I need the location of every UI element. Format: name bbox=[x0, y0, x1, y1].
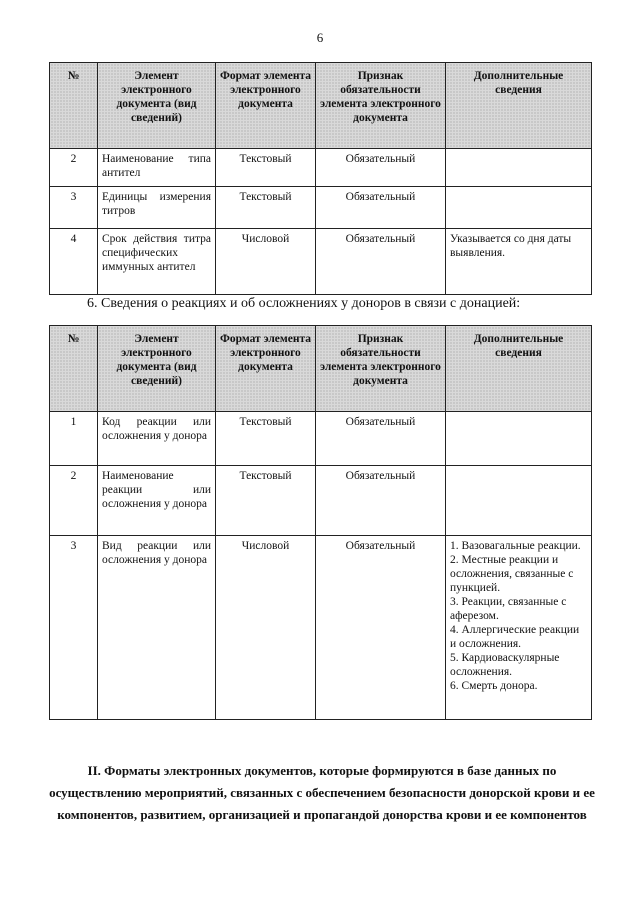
table-row bbox=[50, 149, 592, 187]
list-item: 1. Вазовагальные реакции. bbox=[450, 540, 581, 552]
table-header-row bbox=[50, 63, 592, 149]
row-extra bbox=[446, 536, 592, 720]
section-2-title: II. Форматы электронных документов, которые формируются в базе данных по осуществлению мероприятий, связанных с обеспечением безопасности донорской крови и ее компонентов, развитием, организацией и пропагандой донорства крови и ее компонентов bbox=[49, 763, 595, 822]
row-format: Текстовый bbox=[216, 466, 316, 536]
row-required: Обязательный bbox=[316, 187, 446, 229]
row-extra bbox=[446, 466, 592, 536]
row-format: Текстовый bbox=[216, 149, 316, 187]
page-number: 6 bbox=[316, 30, 324, 45]
header-format: Формат элемента электронного документа bbox=[216, 326, 316, 412]
row-element: Единицы измерения титров bbox=[98, 187, 216, 229]
table-row bbox=[50, 466, 592, 536]
header-num: № bbox=[50, 326, 98, 412]
table-donor-reactions bbox=[49, 325, 592, 720]
row-extra: Указывается со дня даты выявления. bbox=[446, 229, 592, 295]
header-format: Формат элемента электронного документа bbox=[216, 63, 316, 149]
row-num: 1 bbox=[50, 412, 98, 466]
row-num: 2 bbox=[50, 149, 98, 187]
header-element: Элемент электронного документа (вид сведений) bbox=[98, 63, 216, 149]
row-required: Обязательный bbox=[316, 466, 446, 536]
row-format: Текстовый bbox=[216, 187, 316, 229]
row-element: Вид реакции или осложнения у донора bbox=[98, 536, 216, 720]
list-item: 4. Аллергические реакции и осложнения. bbox=[450, 624, 580, 650]
row-required: Обязательный bbox=[316, 229, 446, 295]
reaction-type-list bbox=[450, 539, 587, 693]
row-format: Текстовый bbox=[216, 412, 316, 466]
list-item: 6. Смерть донора. bbox=[450, 680, 538, 692]
row-element: Наименование типа антител bbox=[98, 149, 216, 187]
header-num: № bbox=[50, 63, 98, 149]
row-element: Код реакции или осложнения у донора bbox=[98, 412, 216, 466]
row-num: 3 bbox=[50, 187, 98, 229]
table-row bbox=[50, 229, 592, 295]
table-header-row bbox=[50, 326, 592, 412]
row-num: 3 bbox=[50, 536, 98, 720]
header-element: Элемент электронного документа (вид сведений) bbox=[98, 326, 216, 412]
row-element: Наименование реакции или осложнения у донора bbox=[98, 466, 216, 536]
header-extra: Дополнительные сведения bbox=[446, 63, 592, 149]
header-extra: Дополнительные сведения bbox=[446, 326, 592, 412]
row-extra bbox=[446, 412, 592, 466]
row-required: Обязательный bbox=[316, 536, 446, 720]
header-required: Признак обязательности элемента электронного документа bbox=[316, 63, 446, 149]
row-format: Числовой bbox=[216, 229, 316, 295]
table-document-elements-1 bbox=[49, 62, 592, 295]
table-row bbox=[50, 412, 592, 466]
section-6-caption: 6. Сведения о реакциях и об осложнениях у доноров в связи с донацией: bbox=[87, 296, 521, 311]
list-item: 2. Местные реакции и осложнения, связанные с пункцией. bbox=[450, 554, 574, 594]
row-format: Числовой bbox=[216, 536, 316, 720]
row-num: 4 bbox=[50, 229, 98, 295]
table-row bbox=[50, 187, 592, 229]
row-required: Обязательный bbox=[316, 412, 446, 466]
row-element: Срок действия титра специфических иммунных антител bbox=[98, 229, 216, 295]
row-required: Обязательный bbox=[316, 149, 446, 187]
list-item: 5. Кардиоваскулярные осложнения. bbox=[450, 652, 560, 678]
list-item: 3. Реакции, связанные с аферезом. bbox=[450, 596, 567, 622]
row-num: 2 bbox=[50, 466, 98, 536]
header-required: Признак обязательности элемента электронного документа bbox=[316, 326, 446, 412]
table-row bbox=[50, 536, 592, 720]
row-extra bbox=[446, 149, 592, 187]
row-extra bbox=[446, 187, 592, 229]
